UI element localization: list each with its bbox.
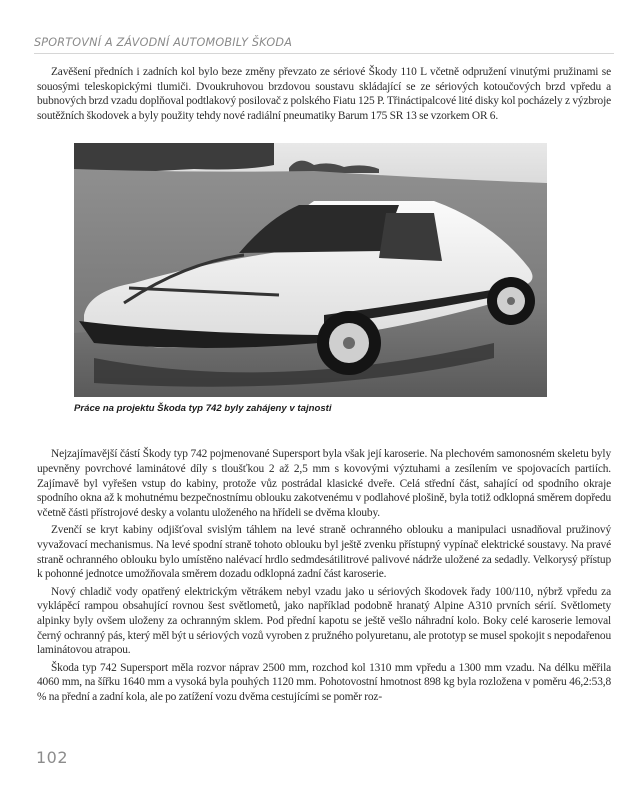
figure — [74, 143, 547, 415]
header-divider — [34, 53, 614, 54]
car-side-window — [379, 213, 442, 261]
lower-text — [37, 447, 611, 704]
body-paragraph: Zvenčí se kryt kabiny odjišťoval svislým táhlem na levé straně ochranného oblouku a manipulaci usnadňoval pružinový vyvažovací mechanismus. Na levé spodní straně tohoto oblouku byl ještě zvenku přístupný vypínač elektrické soustavy. Na pravé straně ochranného oblouku bylo umístěno nalévací hrdlo sedmdesátilitrové palivové nádrže uložené za sedadly. Velkorysý přístup k pohonné jednotce umožňovala směrem dozadu odklopná zadní část karoserie. — [37, 524, 611, 581]
car-front-wheel — [317, 311, 381, 375]
photo-treeline — [74, 143, 274, 172]
running-head-title: SPORTOVNÍ A ZÁVODNÍ AUTOMOBILY ŠKODA — [34, 36, 293, 49]
page-number: 102 — [36, 748, 69, 767]
car-rear-wheel — [487, 277, 535, 325]
car-photograph — [74, 143, 547, 397]
body-paragraph: Škoda typ 742 Supersport měla rozvor náprav 2500 mm, rozchod kol 1310 mm vpředu a 1300 mm vzadu. Na délku měřila 4060 mm, na šířku 1640 mm a vysoká byla pouhých 1120 mm. Pohotovostní hmotnost 898 kg byla rozložena v poměru 46,2:53,8 % na přední a zadní kola, ale po zatížení vozu dvěma cestujícími se poměr roz- — [37, 661, 611, 703]
page-body — [37, 65, 611, 707]
body-paragraph: Zavěšení předních i zadních kol bylo beze změny převzato ze sériové Škody 110 L včetně odpružení vinutými pružinami se souosými teleskopickými tlumiči. Dvoukruhovou brzdovou soustavu skládající se ze sériových kotoučových brzd vpředu a bubnových brzd vzadu doplňoval podtlakový posilovač z polského Fiatu 125 P. Třináctipalcové lité disky kol pocházely z výzbroje soutěžních škodovek a byly použity tehdy nové radiální pneumatiky Barum 175 SR 13 se vzorkem OR 6. — [37, 66, 611, 122]
photo-caption: Práce na projektu Škoda typ 742 byly zahájeny v tajnosti — [74, 403, 332, 415]
body-paragraph: Nový chladič vody opatřený elektrickým větrákem nebyl vzadu jako u sériových škodovek řady 100/110, nýbrž vpředu za vyklápěcí rampou obsahující rovnou šest světlometů, jako například podobně hranatý Alpine A310 prvních sérií. Světlomety alpinky byly ovšem uloženy za ochranným sklem. Pod přední kapotu se ještě vešlo náhradní kolo. Boky celé karoserie lemoval černý ochranný pás, který měl být u sériových vozů vyroben z pružného polyuretanu, ale prototyp se musel spokojit s nepodařenou laminátovou atrapou. — [37, 585, 611, 657]
body-paragraph: Nejzajímavější částí Škody typ 742 pojmenované Supersport byla však její karoserie. Na plechovém samonosném skeletu byly upevněny povrchové laminátové díly s tloušťkou 2 až 2,5 mm s kovovými výztuhami a zesílením ve spojovacích partiích. Zajímavě byl vyřešen vstup do kabiny, protože vůz postrádal klasické dveře. Celá střední část, sahající od spodního okraje spodního okna až k mohutnému bezpečnostnímu oblouku zakotvenému v podlahové plošině, byla totiž odklopná směrem dopředu včetně části přístrojové desky a volantu uloženého na hřídeli se dvěma klouby. — [37, 448, 611, 519]
